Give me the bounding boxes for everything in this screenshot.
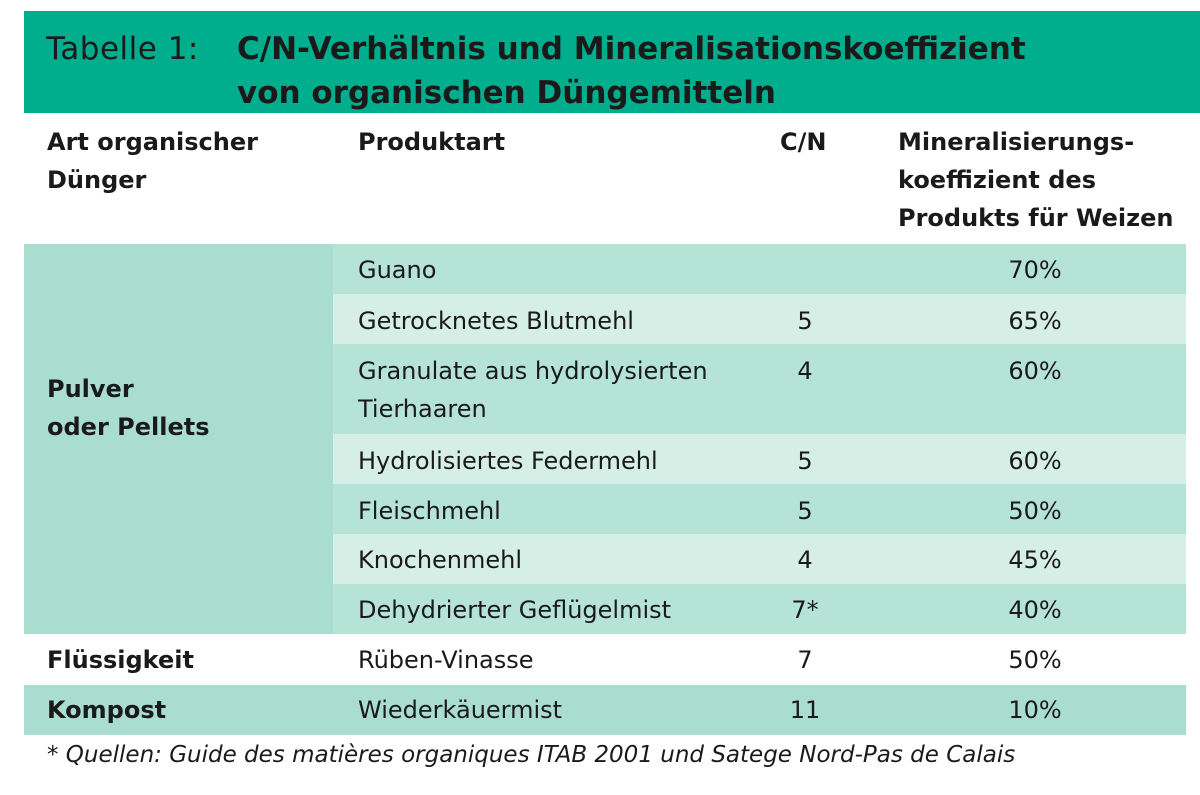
cell-cn: 7* bbox=[791, 596, 819, 624]
table-title-line1: C/N-Verhältnis und Mineralisationskoeffizient bbox=[237, 31, 1026, 67]
cell-cn: 11 bbox=[789, 696, 821, 724]
cell-product: Wiederkäuermist bbox=[358, 696, 563, 724]
group-pulver-label bbox=[47, 370, 210, 446]
cell-product: Dehydrierter Geflügelmist bbox=[358, 596, 672, 624]
header-min-line2: koeffizient des bbox=[898, 166, 1096, 194]
group-pulver-line2: oder Pellets bbox=[47, 413, 210, 441]
group-kompost-label: Kompost bbox=[47, 696, 167, 724]
cell-min: 65% bbox=[1008, 307, 1062, 335]
cell-product-line1: Granulate aus hydrolysierten bbox=[358, 357, 708, 385]
header-art-line1: Art organischer bbox=[47, 128, 258, 156]
cell-min: 45% bbox=[1008, 546, 1062, 574]
cell-product: Rüben-Vinasse bbox=[358, 646, 534, 674]
group-pulver-line1: Pulver bbox=[47, 375, 134, 403]
cell-min: 60% bbox=[1008, 357, 1062, 385]
cell-cn: 4 bbox=[797, 357, 813, 385]
table-title bbox=[237, 27, 1026, 115]
cell-product: Knochenmehl bbox=[358, 546, 523, 574]
cell-product: Guano bbox=[358, 256, 437, 284]
cell-product: Hydrolisiertes Federmehl bbox=[358, 447, 658, 475]
cell-product: Getrocknetes Blutmehl bbox=[358, 307, 634, 335]
group-fluessig-label: Flüssigkeit bbox=[47, 646, 194, 674]
header-min bbox=[898, 123, 1173, 237]
cell-product-line2: Tierhaaren bbox=[358, 395, 487, 423]
header-min-line1: Mineralisierungs- bbox=[898, 128, 1135, 156]
cell-min: 40% bbox=[1008, 596, 1062, 624]
cell-min: 50% bbox=[1008, 497, 1062, 525]
title-bar bbox=[24, 11, 1200, 113]
header-art bbox=[47, 123, 258, 199]
cell-product: Fleischmehl bbox=[358, 497, 501, 525]
cell-product bbox=[358, 352, 708, 428]
table-title-line2: von organischen Düngemitteln bbox=[237, 75, 776, 111]
header-produkt: Produktart bbox=[358, 128, 506, 156]
table-number: Tabelle 1: bbox=[46, 31, 199, 67]
cell-min: 50% bbox=[1008, 646, 1062, 674]
cell-cn: 5 bbox=[797, 497, 813, 525]
header-min-line3: Produkts für Weizen bbox=[898, 204, 1174, 232]
footnote: * Quellen: Guide des matières organiques ITAB 2001 und Satege Nord-Pas de Calais bbox=[47, 742, 1016, 768]
cell-min: 70% bbox=[1008, 256, 1062, 284]
cell-cn: 5 bbox=[797, 447, 813, 475]
cell-min: 60% bbox=[1008, 447, 1062, 475]
header-art-line2: Dünger bbox=[47, 166, 147, 194]
cell-cn: 7 bbox=[797, 646, 813, 674]
cell-min: 10% bbox=[1008, 696, 1062, 724]
cell-cn: 5 bbox=[797, 307, 813, 335]
cell-cn: 4 bbox=[797, 546, 813, 574]
header-cn: C/N bbox=[780, 128, 827, 156]
